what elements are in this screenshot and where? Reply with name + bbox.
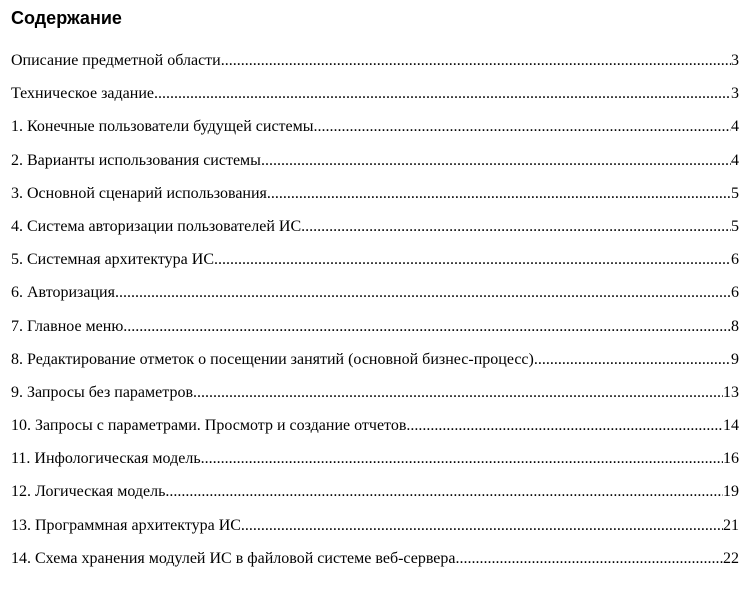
toc-entry[interactable] xyxy=(11,315,739,348)
toc-entry-page: 8 xyxy=(731,317,739,335)
dot-leader xyxy=(221,49,731,71)
toc-entry-title[interactable]: 3. Основной сценарий использования xyxy=(11,184,267,202)
toc-entry-page: 9 xyxy=(731,350,739,368)
dot-leader xyxy=(534,348,731,370)
toc-entry[interactable] xyxy=(11,182,739,215)
toc-entry-page: 22 xyxy=(723,549,739,567)
dot-leader xyxy=(261,149,731,171)
dot-leader xyxy=(214,248,731,270)
toc-entry-page: 14 xyxy=(723,417,739,435)
toc-list xyxy=(11,49,739,580)
toc-entry-title[interactable]: 9. Запросы без параметров xyxy=(11,383,193,401)
dot-leader xyxy=(267,182,731,204)
dot-leader xyxy=(241,514,723,536)
toc-entry-title[interactable]: 1. Конечные пользователи будущей системы xyxy=(11,118,314,136)
toc-entry[interactable] xyxy=(11,414,739,447)
toc-entry-page: 3 xyxy=(731,52,739,69)
toc-entry-page: 13 xyxy=(723,383,739,401)
toc-entry-title[interactable]: Техническое задание xyxy=(11,85,154,103)
dot-leader xyxy=(314,115,731,137)
toc-entry-title[interactable]: 5. Системная архитектура ИС xyxy=(11,251,215,269)
table-of-contents xyxy=(11,7,739,580)
toc-entry-page: 6 xyxy=(731,251,739,269)
toc-entry-page: 5 xyxy=(731,184,739,202)
toc-entry[interactable] xyxy=(11,447,739,480)
dot-leader xyxy=(455,547,723,569)
dot-leader xyxy=(154,82,731,104)
toc-entry-title[interactable]: 13. Программная архитектура ИС xyxy=(11,516,241,534)
toc-heading: Содержание xyxy=(11,8,122,28)
toc-entry-page: 6 xyxy=(731,284,739,302)
dot-leader xyxy=(301,215,731,237)
toc-entry-title[interactable]: 7. Главное меню xyxy=(11,317,124,335)
toc-entry-title[interactable]: 11. Инфологическая модель xyxy=(11,450,201,468)
toc-entry-title[interactable]: 10. Запросы с параметрами. Просмотр и создание отчетов xyxy=(11,417,407,435)
toc-entry[interactable] xyxy=(11,348,739,381)
toc-entry[interactable] xyxy=(11,115,739,148)
toc-entry-title[interactable]: 14. Схема хранения модулей ИС в файловой системе веб-сервера xyxy=(11,549,456,567)
dot-leader xyxy=(193,381,723,403)
toc-entry[interactable] xyxy=(11,514,739,547)
toc-entry-title[interactable]: Описание предметной области xyxy=(11,52,221,69)
toc-entry-page: 3 xyxy=(731,85,739,103)
toc-entry[interactable] xyxy=(11,82,739,115)
dot-leader xyxy=(201,447,723,469)
dot-leader xyxy=(123,315,731,337)
toc-entry-page: 4 xyxy=(731,151,739,169)
toc-entry-title[interactable]: 2. Варианты использования системы xyxy=(11,151,261,169)
toc-entry[interactable] xyxy=(11,480,739,513)
toc-entry[interactable] xyxy=(11,49,739,82)
toc-entry[interactable] xyxy=(11,547,739,580)
dot-leader xyxy=(406,414,723,436)
toc-entry[interactable] xyxy=(11,381,739,414)
toc-entry[interactable] xyxy=(11,149,739,182)
toc-entry-page: 19 xyxy=(723,483,739,501)
toc-entry-title[interactable]: 4. Система авторизации пользователей ИС xyxy=(11,217,302,235)
toc-entry-title[interactable]: 12. Логическая модель xyxy=(11,483,166,501)
toc-entry[interactable] xyxy=(11,248,739,281)
toc-entry-title[interactable]: 6. Авторизация xyxy=(11,284,115,302)
dot-leader xyxy=(165,480,723,502)
toc-entry-page: 5 xyxy=(731,217,739,235)
toc-entry[interactable] xyxy=(11,281,739,314)
toc-entry[interactable] xyxy=(11,215,739,248)
toc-entry-page: 4 xyxy=(731,118,739,136)
toc-entry-page: 21 xyxy=(723,516,739,534)
dot-leader xyxy=(115,281,731,303)
toc-entry-title[interactable]: 8. Редактирование отметок о посещении занятий (основной бизнес-процесс) xyxy=(11,350,534,368)
toc-entry-page: 16 xyxy=(723,450,739,468)
